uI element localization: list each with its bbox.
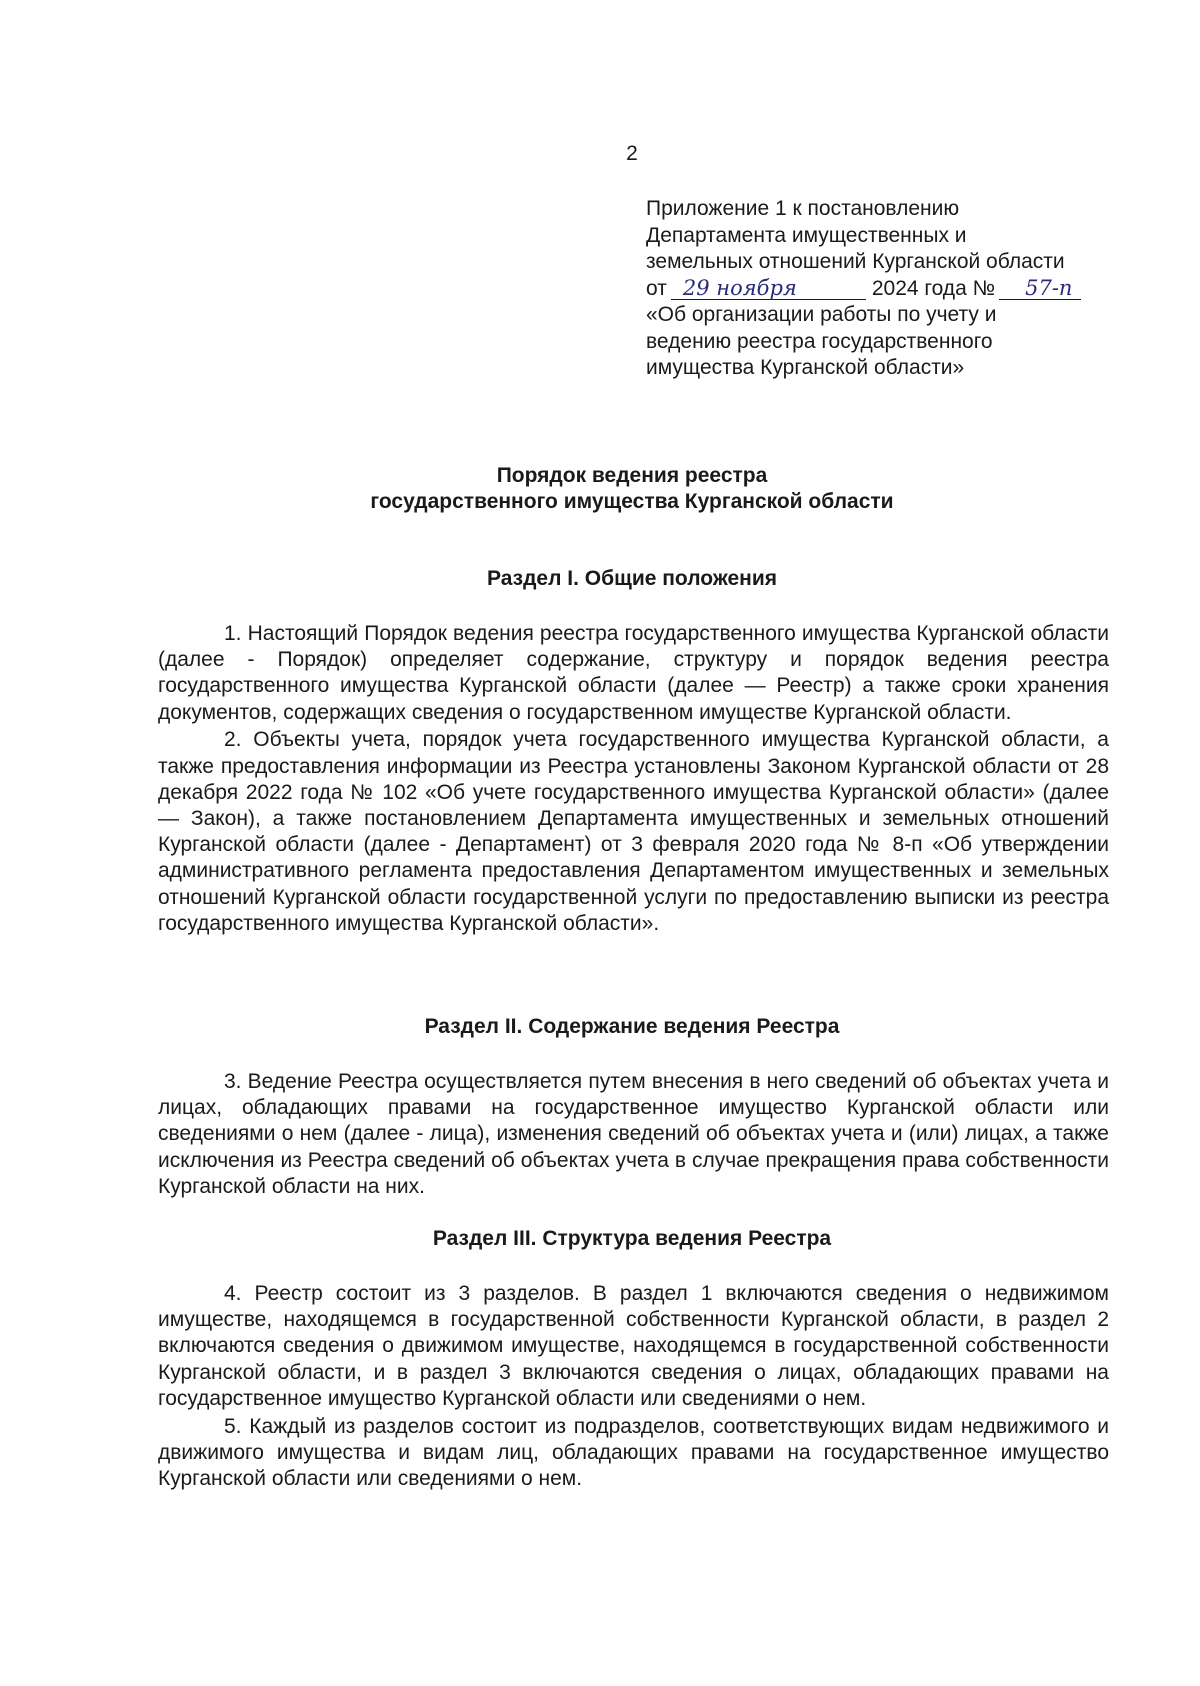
section-1-body	[158, 621, 1109, 938]
handwritten-number: 57-п	[999, 277, 1081, 300]
title-line-2: государственного имущества Курганской области	[370, 490, 894, 513]
section-2-body	[158, 1069, 1109, 1202]
date-prefix: от	[646, 276, 667, 300]
date-suffix: 2024 года №	[871, 276, 996, 300]
appendix-line-2: Департамента имущественных и	[646, 223, 967, 247]
handwritten-date: 29 ноября	[671, 277, 866, 300]
appendix-line-6: ведению реестра государственного	[646, 329, 993, 353]
section-3-body	[158, 1281, 1109, 1494]
paragraph-1: 1. Настоящий Порядок ведения реестра государственного имущества Курганской области (далее - Порядок) определяет содержание, структуру и порядок ведения реестра государственного имущества Курганской области (далее — Реестр) а также сроки хранения документов, содержащих сведения о государственном имуществе Курганской области.	[158, 622, 1109, 724]
section-1-heading: Раздел I. Общие положения	[487, 567, 777, 590]
paragraph-4: 4. Реестр состоит из 3 разделов. В раздел 1 включаются сведения о недвижимом имуществе, находящемся в государственной собственности Курганской области, в раздел 2 включаются сведения о движимом имуществе, находящемся в государственной собственности Курганской области, и в раздел 3 включаются сведения о лицах, обладающих правами на государственное имущество Курганской области или сведениями о нем.	[158, 1282, 1109, 1410]
section-2-heading: Раздел II. Содержание ведения Реестра	[424, 1015, 840, 1038]
appendix-date-line	[646, 276, 1166, 303]
paragraph-5: 5. Каждый из разделов состоит из подразделов, соответствующих видам недвижимого и движимого имущества и видам лиц, обладающих правами на государственное имущество Курганской области или сведениями о нем.	[158, 1414, 1109, 1490]
appendix-line-3: земельных отношений Курганской области	[646, 250, 1065, 273]
appendix-note	[646, 196, 1166, 382]
paragraph-2: 2. Объекты учета, порядок учета государственного имущества Курганской области, а также предоставления информации из Реестра установлены Законом Курганской области от 28 декабря 2022 года № 102 «Об учете государственного имущества Курганской области» (далее — Закон), а также постановлением Департамента имущественных и земельных отношений Курганской области (далее - Департамент) от 3 февраля 2020 года № 8-п «Об утверждении административного регламента предоставления Департаментом имущественных и земельных отношений Курганской области государственной услуги по предоставлению выписки из реестра государственного имущества Курганской области».	[158, 728, 1109, 935]
paragraph-3: 3. Ведение Реестра осуществляется путем внесения в него сведений об объектах учета и лицах, обладающих правами на государственное имущество Курганской области или сведениями о нем (далее - лица), изменения сведений об объектах учета и (или) лицах, а также исключения из Реестра сведений об объектах учета в случае прекращения права собственности Курганской области на них.	[158, 1070, 1109, 1198]
page-number: 2	[626, 142, 638, 165]
appendix-line-5: «Об организации работы по учету и	[646, 303, 997, 326]
appendix-line-1: Приложение 1 к постановлению	[646, 197, 960, 220]
title-line-1: Порядок ведения реестра	[496, 464, 768, 487]
appendix-line-7: имущества Курганской области»	[646, 356, 965, 379]
section-3-heading: Раздел III. Структура ведения Реестра	[432, 1227, 832, 1250]
document-title	[0, 463, 1200, 515]
